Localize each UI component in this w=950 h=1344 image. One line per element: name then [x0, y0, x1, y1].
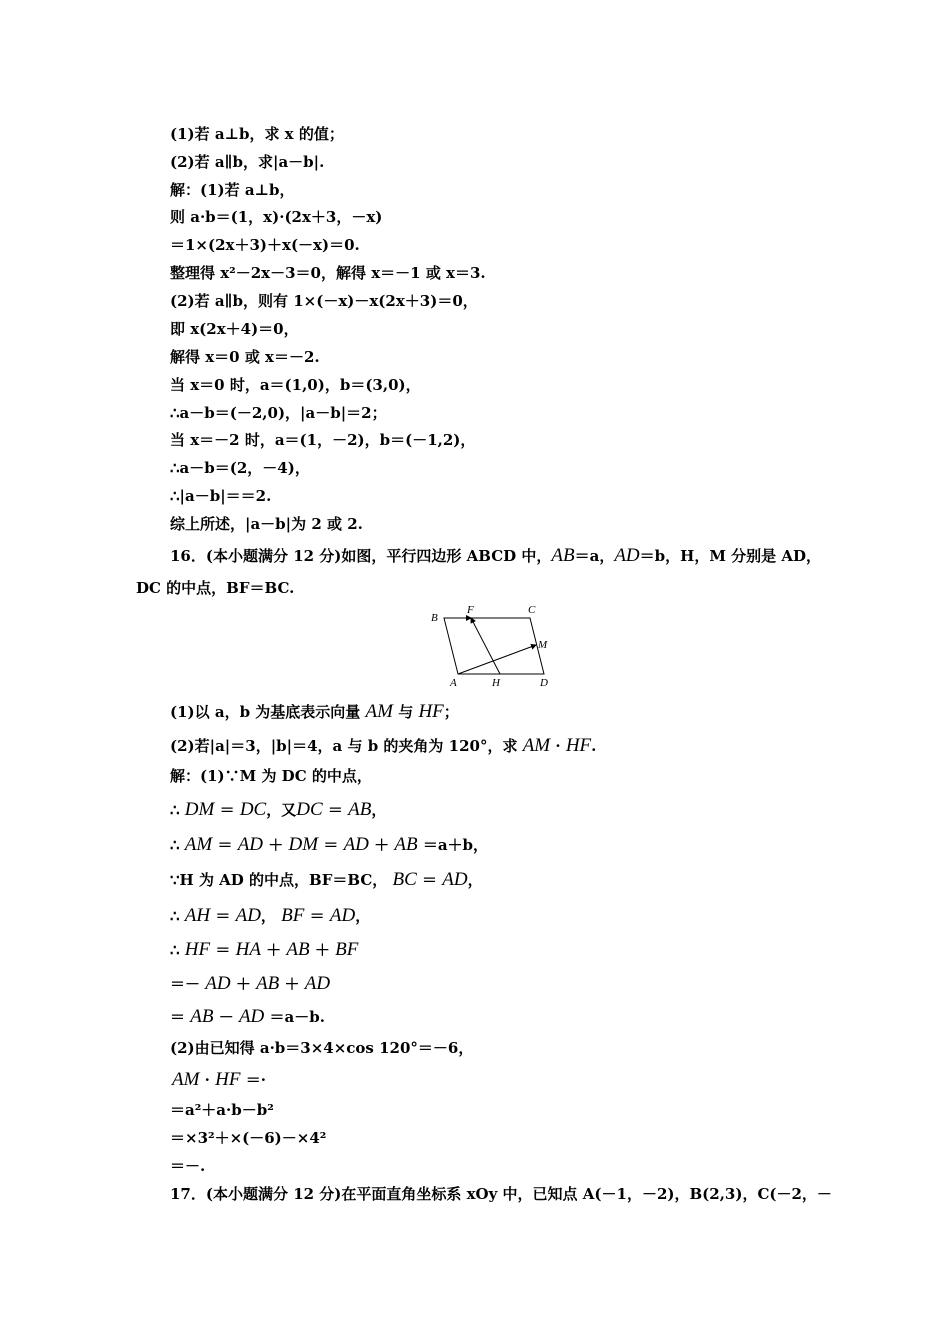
vector-DM: DM	[288, 834, 319, 855]
solution-line: 解：(1)∵M 为 DC 的中点，	[170, 767, 372, 785]
text-span: 与	[398, 703, 414, 721]
solution-line: (2)由已知得 a·b＝3×4×cos 120°＝－6，	[170, 1039, 474, 1057]
solution-line: ＝a²＋a·b－b²	[170, 1101, 274, 1119]
text-span: ＝b，H，M 分别是 AD，	[639, 547, 822, 565]
vector-DC: DC	[239, 799, 267, 820]
vector-DC: DC	[296, 799, 323, 820]
text-line: 解：(1)若 a⊥b，	[170, 181, 295, 199]
text-span: ＝	[215, 907, 231, 925]
label-M: M	[538, 639, 548, 651]
text-span: ，	[260, 907, 276, 925]
vector-AD: AD	[205, 973, 231, 994]
vector-HF: HF	[215, 1069, 241, 1090]
vector-AM: AM	[184, 834, 213, 855]
segment-AM	[458, 645, 536, 674]
text-span: ＝	[323, 836, 339, 854]
text-span: ＋	[266, 941, 282, 959]
vector-AB: AB	[286, 939, 310, 960]
problem-17-line: 17．(本小题满分 12 分)在平面直角坐标系 xOy 中，已知点 A(－1，－2)，B(2,3)，C(－2，－	[170, 1185, 832, 1203]
solution-line	[170, 906, 370, 926]
text-line: (2)若 a∥b，求|a－b|.	[170, 153, 325, 171]
dot-symbol: ·	[555, 737, 561, 755]
text-span: ＝	[327, 801, 343, 819]
question-2	[170, 736, 596, 756]
vector-BC: BC	[392, 869, 417, 890]
vector-AB: AB	[256, 973, 280, 994]
vector-AD: AD	[343, 834, 369, 855]
text-line: ＝1×(2x＋3)＋x(－x)＝0.	[170, 236, 360, 254]
text-line: 当 x＝0 时，a＝(1,0)，b＝(3,0)，	[170, 376, 421, 394]
vector-DM: DM	[184, 799, 215, 820]
text-line: 即 x(2x＋4)＝0，	[170, 320, 299, 338]
text-span: 16．(本小题满分 12 分)如图，平行四边形 ABCD 中，	[170, 547, 552, 565]
text-span: ∴	[170, 907, 180, 925]
vector-AM: AM	[522, 735, 551, 756]
text-span: －	[218, 1008, 234, 1026]
text-span: ＋	[235, 975, 251, 993]
text-span: ＝a－b.	[269, 1008, 325, 1026]
vector-AD: AD	[238, 1006, 265, 1027]
text-line: ∴a－b＝(2，－4)，	[170, 459, 310, 477]
text-span: ∴	[170, 941, 180, 959]
text-line: 综上所述，|a－b|为 2 或 2.	[170, 515, 363, 533]
text-line: 解得 x＝0 或 x＝－2.	[170, 348, 320, 366]
vector-AB: AB	[190, 1006, 214, 1027]
vector-AH: AH	[184, 905, 211, 926]
label-C: C	[528, 604, 536, 616]
dot-symbol: ·	[204, 1071, 210, 1089]
label-B: B	[431, 612, 438, 624]
text-line: 整理得 x²－2x－3＝0，解得 x＝－1 或 x＝3.	[170, 264, 486, 282]
vector-AD: AD	[442, 869, 468, 890]
solution-line	[170, 1007, 325, 1027]
text-line: (2)若 a∥b，则有 1×(－x)－x(2x＋3)＝0，	[170, 292, 478, 310]
text-span: (1)以 a，b 为基底表示向量	[170, 703, 361, 721]
text-line: 当 x＝－2 时，a＝(1，－2)，b＝(－1,2)，	[170, 431, 476, 449]
vector-AB: AB	[551, 545, 575, 566]
parallelogram-figure	[424, 600, 564, 692]
text-span: ；	[443, 703, 459, 721]
vector-AD: AD	[614, 545, 640, 566]
vector-AM: AM	[365, 701, 393, 722]
text-line: ∴a－b＝(－2,0)，|a－b|＝2；	[170, 404, 387, 422]
problem-16-line-2: DC 的中点，BF＝BC.	[136, 579, 295, 597]
text-span: ＝	[309, 907, 325, 925]
text-span: .	[591, 737, 597, 755]
text-span: ＝	[170, 1008, 186, 1026]
text-line: ∴|a－b|＝＝2.	[170, 487, 272, 505]
vector-HF: HF	[418, 701, 444, 722]
solution-line	[170, 870, 483, 890]
text-span: ＝	[215, 941, 231, 959]
segment-HF	[471, 618, 500, 674]
solution-line	[172, 1070, 266, 1090]
text-span: ＋	[284, 975, 300, 993]
vector-AD: AD	[237, 834, 264, 855]
label-F: F	[467, 604, 474, 616]
vector-BF: BF	[335, 939, 359, 960]
vector-AD: AD	[329, 905, 356, 926]
text-span: ∵H 为 AD 的中点，BF＝BC，	[170, 871, 388, 889]
solution-line: ＝－.	[170, 1157, 206, 1175]
vector-AM: AM	[172, 1069, 200, 1090]
text-span: ＝	[422, 871, 438, 889]
label-H: H	[492, 677, 500, 689]
label-A: A	[450, 677, 457, 689]
text-span: ＝a，	[574, 547, 615, 565]
text-span: ，	[467, 871, 483, 889]
solution-line	[170, 940, 358, 960]
text-span: (2)若|a|＝3，|b|＝4，a 与 b 的夹角为 120°，求	[170, 737, 518, 755]
text-span: ＝	[217, 836, 233, 854]
vector-AB: AB	[394, 834, 418, 855]
vector-HF: HF	[565, 735, 592, 756]
text-span: ＝	[219, 801, 235, 819]
text-span: ＝a＋b，	[422, 836, 489, 854]
text-span: ，又	[266, 801, 297, 819]
vector-AD: AD	[235, 905, 261, 926]
vector-AB: AB	[348, 799, 372, 820]
text-span: ＋	[314, 941, 330, 959]
solution-line	[170, 800, 386, 820]
vector-AD: AD	[304, 973, 331, 994]
text-span: ＋	[268, 836, 284, 854]
vector-HF: HF	[184, 939, 211, 960]
text-span: ∴	[170, 801, 180, 819]
text-span: ＝－	[170, 975, 201, 993]
solution-line	[170, 974, 330, 994]
label-D: D	[540, 677, 548, 689]
text-span: ＋	[374, 836, 390, 854]
problem-16-line-1	[170, 546, 821, 566]
question-1	[170, 702, 459, 722]
text-span: ，	[371, 801, 387, 819]
parallelogram-shape	[444, 618, 544, 674]
text-span: ，	[355, 907, 371, 925]
vector-HA: HA	[235, 939, 261, 960]
text-line: 则 a·b＝(1，x)·(2x＋3，－x)	[170, 208, 383, 226]
text-span: ＝·	[245, 1071, 266, 1089]
text-span: ∴	[170, 836, 180, 854]
text-line: (1)若 a⊥b，求 x 的值；	[170, 125, 344, 143]
solution-line: ＝×3²＋×(－6)－×4²	[170, 1129, 327, 1147]
vector-BF: BF	[281, 905, 305, 926]
solution-line	[170, 835, 488, 855]
